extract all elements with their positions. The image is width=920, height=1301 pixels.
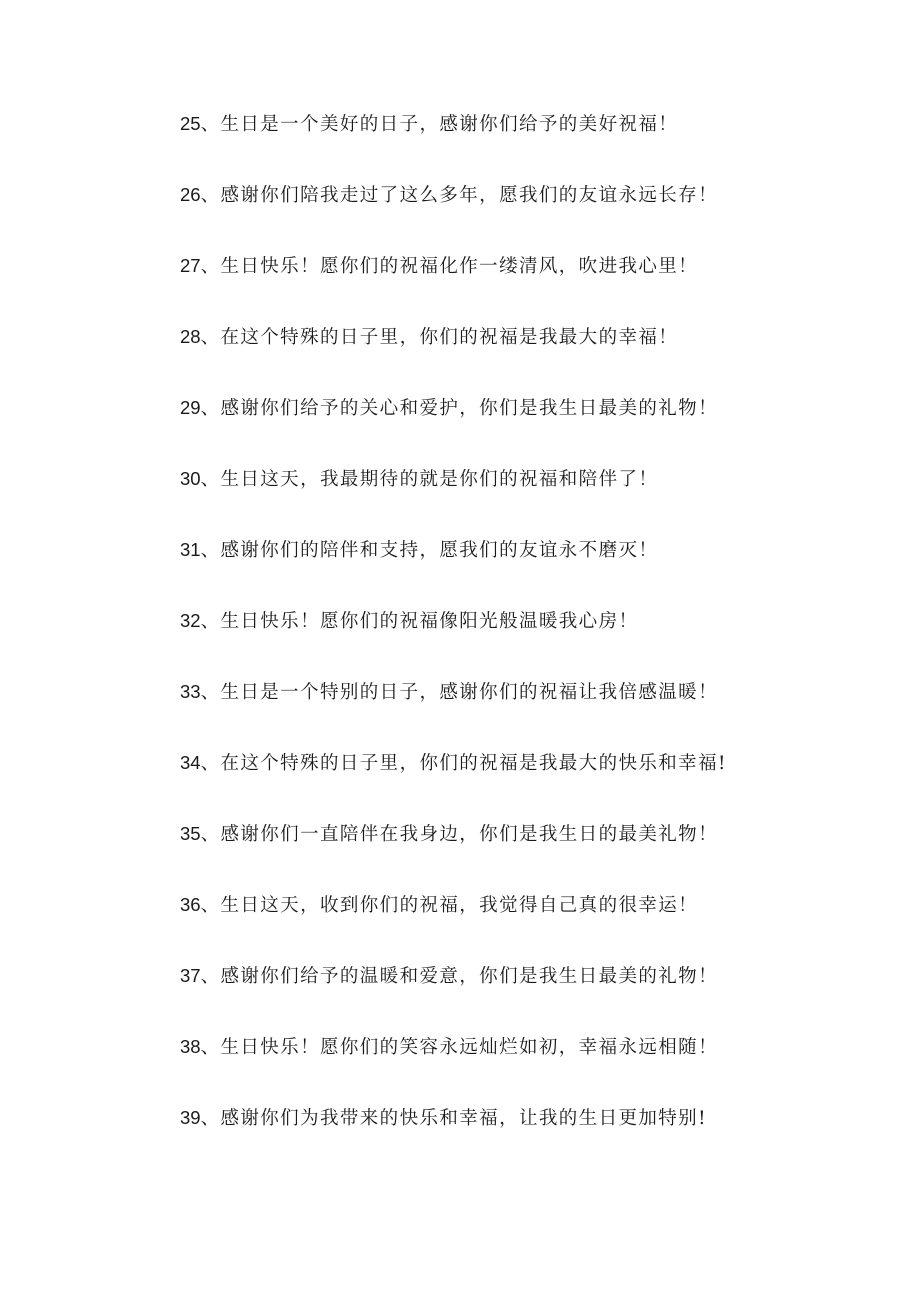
item-number: 29 bbox=[180, 397, 201, 418]
item-text: 、生日这天，我最期待的就是你们的祝福和陪伴了！ bbox=[200, 469, 659, 490]
item-number: 39 bbox=[180, 1107, 201, 1128]
item-text: 、生日快乐！愿你们的祝福化作一缕清风，吹进我心里！ bbox=[200, 256, 699, 277]
list-item bbox=[180, 388, 880, 459]
list-item bbox=[180, 743, 880, 814]
item-number: 37 bbox=[180, 965, 201, 986]
list-item bbox=[180, 246, 880, 317]
item-text: 、感谢你们一直陪伴在我身边，你们是我生日的最美礼物！ bbox=[200, 824, 718, 845]
item-text: 、感谢你们给予的温暖和爱意，你们是我生日最美的礼物！ bbox=[200, 966, 718, 987]
item-number: 33 bbox=[180, 681, 201, 702]
item-text: 、感谢你们为我带来的快乐和幸福，让我的生日更加特别! bbox=[200, 1108, 707, 1129]
list-item bbox=[180, 956, 880, 1027]
item-number: 32 bbox=[180, 610, 201, 631]
item-number: 38 bbox=[180, 1036, 201, 1057]
list-item bbox=[180, 459, 880, 530]
list-item bbox=[180, 175, 880, 246]
item-text: 、生日快乐！愿你们的笑容永远灿烂如初，幸福永远相随！ bbox=[200, 1037, 718, 1058]
list-item bbox=[180, 530, 880, 601]
list-item bbox=[180, 317, 880, 388]
list-item bbox=[180, 104, 880, 175]
list-item bbox=[180, 885, 880, 956]
list-item bbox=[180, 601, 880, 672]
list-item bbox=[180, 1027, 880, 1098]
item-text: 、生日这天，收到你们的祝福，我觉得自己真的很幸运！ bbox=[200, 895, 699, 916]
item-number: 36 bbox=[180, 894, 201, 915]
item-text: 、感谢你们给予的关心和爱护，你们是我生日最美的礼物！ bbox=[200, 398, 718, 419]
item-number: 34 bbox=[180, 752, 201, 773]
list-item bbox=[180, 1098, 880, 1169]
item-number: 31 bbox=[180, 539, 201, 560]
blessing-list bbox=[180, 104, 880, 1169]
item-text: 、生日快乐！愿你们的祝福像阳光般温暖我心房！ bbox=[200, 611, 639, 632]
item-text: 、在这个特殊的日子里，你们的祝福是我最大的幸福！ bbox=[200, 327, 679, 348]
list-item bbox=[180, 814, 880, 885]
item-number: 35 bbox=[180, 823, 201, 844]
item-text: 、在这个特殊的日子里，你们的祝福是我最大的快乐和幸福! bbox=[200, 753, 727, 774]
item-text: 、生日是一个美好的日子，感谢你们给予的美好祝福！ bbox=[200, 114, 679, 135]
list-item bbox=[180, 672, 880, 743]
item-number: 28 bbox=[180, 326, 201, 347]
item-number: 25 bbox=[180, 113, 201, 134]
item-number: 30 bbox=[180, 468, 201, 489]
item-number: 26 bbox=[180, 184, 201, 205]
item-number: 27 bbox=[180, 255, 201, 276]
item-text: 、感谢你们陪我走过了这么多年，愿我们的友谊永远长存！ bbox=[200, 185, 718, 206]
item-text: 、感谢你们的陪伴和支持，愿我们的友谊永不磨灭！ bbox=[200, 540, 659, 561]
item-text: 、生日是一个特别的日子，感谢你们的祝福让我倍感温暖！ bbox=[200, 682, 718, 703]
